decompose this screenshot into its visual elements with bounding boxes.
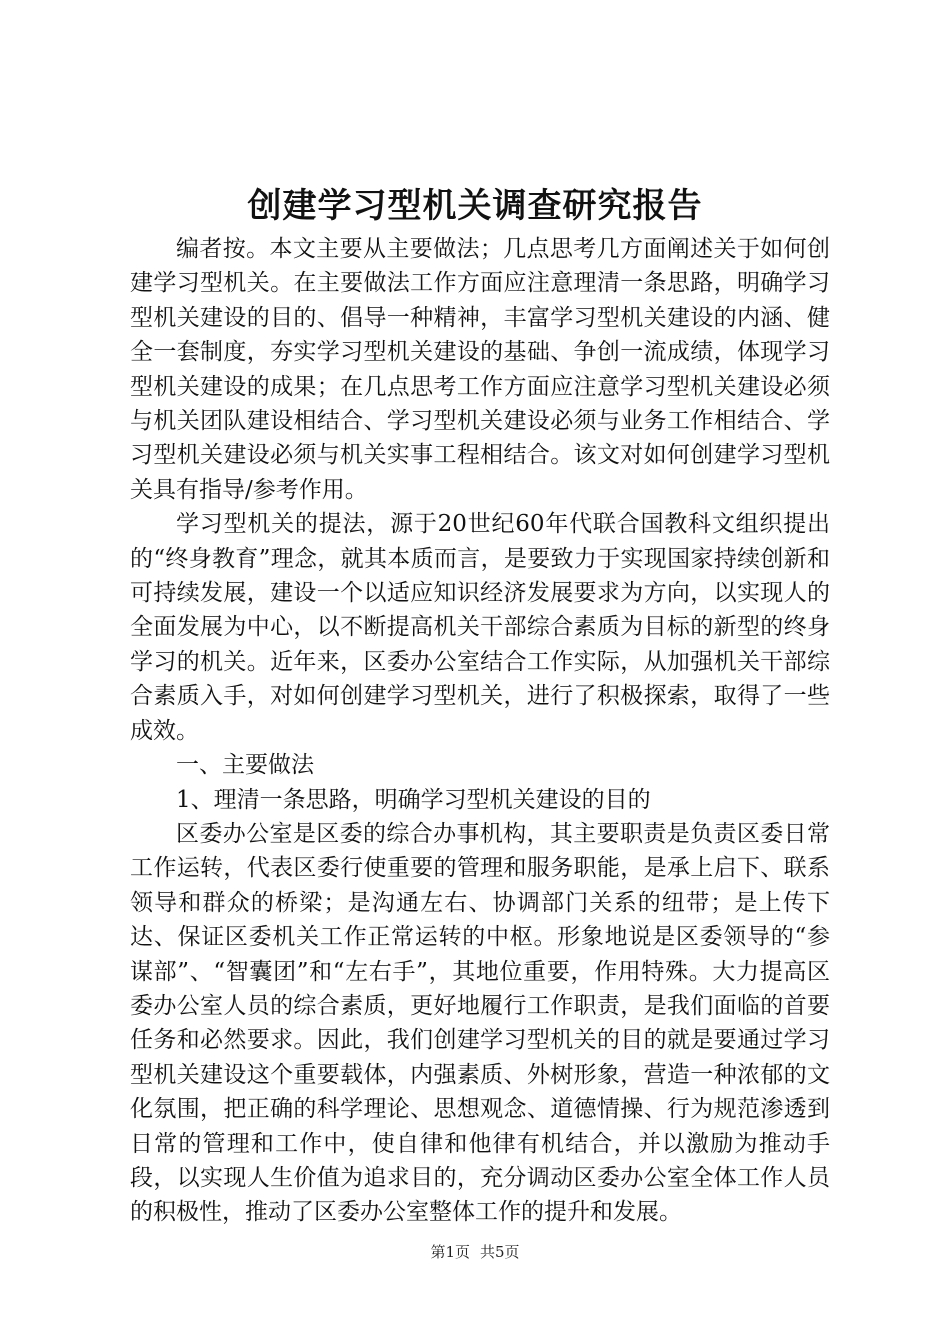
section-heading: 一、主要做法	[176, 752, 314, 779]
document-body	[130, 232, 830, 1230]
page-total: 共5页	[480, 1243, 520, 1261]
editor-note-paragraph: 编者按。本文主要从主要做法；几点思考几方面阐述关于如何创建学习型机关。在主要做法工作方面应注意理清一条思路，明确学习型机关建设的目的、倡导一种精神，丰富学习型机关建设的内涵、健全一套制度，夯实学习型机关建设的基础、争创一流成绩，体现学习型机关建设的成果；在几点思考工作方面应注意学习型机关建设必须与机关团队建设相结合、学习型机关建设必须与业务工作相结合、学习型机关建设必须与机关实事工程相结合。该文对如何创建学习型机关具有指导/参考作用。	[130, 236, 830, 503]
intro-paragraph: 学习型机关的提法，源于20世纪60年代联合国教科文组织提出的“终身教育”理念，就其本质而言，是要致力于实现国家持续创新和可持续发展，建设一个以适应知识经济发展要求为方向，以实现人的全面发展为中心，以不断提高机关干部综合素质为目标的新型的终身学习的机关。近年来，区委办公室结合工作实际，从加强机关干部综合素质入手，对如何创建学习型机关，进行了积极探索，取得了一些成效。	[130, 511, 830, 744]
page-footer	[0, 1240, 950, 1264]
section-paragraph: 区委办公室是区委的综合办事机构，其主要职责是负责区委日常工作运转，代表区委行使重要的管理和服务职能，是承上启下、联系领导和群众的桥梁；是沟通左右、协调部门关系的纽带；是上传下达、保证区委机关工作正常运转的中枢。形象地说是区委领导的“参谋部”、“智囊团”和“左右手”，其地位重要，作用特殊。大力提高区委办公室人员的综合素质，更好地履行工作职责，是我们面临的首要任务和必然要求。因此，我们创建学习型机关的目的就是要通过学习型机关建设这个重要载体，内强素质、外树形象，营造一种浓郁的文化氛围，把正确的科学理论、思想观念、道德情操、行为规范渗透到日常的管理和工作中，使自律和他律有机结合，并以激励为推动手段，以实现人生价值为追求目的，充分调动区委办公室全体工作人员的积极性，推动了区委办公室整体工作的提升和发展。	[130, 820, 830, 1226]
page-number: 第1页	[430, 1243, 470, 1261]
document-title: 创建学习型机关调查研究报告	[247, 186, 703, 226]
subsection-heading: 1、理清一条思路，明确学习型机关建设的目的	[176, 786, 651, 813]
